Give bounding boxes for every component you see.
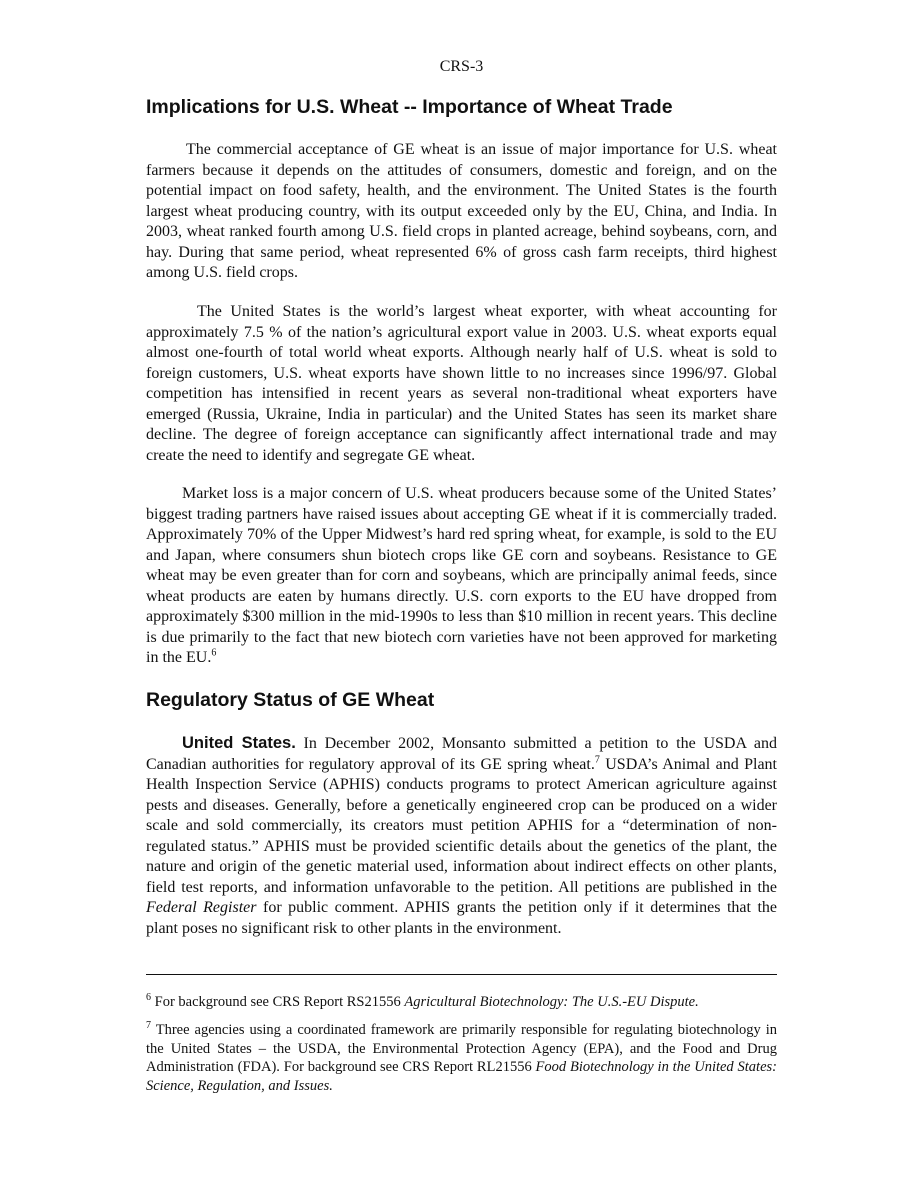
paragraph-4-text-b: USDA’s Animal and Plant Health Inspection Service (APHIS) conducts programs to protect American agriculture against pests and diseases. Generally, before a genetically engineered crop can be produced on a wider scale and sold commercially, its creators must petition APHIS for a “determination of non-regulated status.” APHIS must be provided scientific details about the genetics of the plant, the nature and origin of the genetic material used, information about indirect effects on other plants, field test reports, and information unfavorable to the petition. All petitions are published in the <box>146 755 777 896</box>
paragraph-4-text-a: In December 2002, Monsanto submitted a petition to the USDA and Canadian authorities for regulatory approval of its GE spring wheat. <box>146 735 777 773</box>
section-heading-wheat-trade: Implications for U.S. Wheat -- Importance of Wheat Trade <box>146 96 673 118</box>
paragraph-2-text: The United States is the world’s largest wheat exporter, with wheat accounting for approximately 7.5 % of the nation’s agricultural export value in 2003. U.S. wheat exports equal almost one-fourth of total world wheat exports. Although nearly half of U.S. wheat is sold to foreign customers, U.S. wheat exports have shown little to no increases since 1996/97. Global competition has intensified in recent years as several non-traditional wheat exporters have emerged (Russia, Ukraine, India in particular) and the United States has seen its market share decline. The degree of foreign acceptance can significantly affect international trade and may create the need to identify and segregate GE wheat. <box>146 303 777 464</box>
paragraph-1 <box>146 140 777 284</box>
paragraph-4 <box>146 733 777 939</box>
page-number: CRS-3 <box>439 58 484 75</box>
section-heading-regulatory-status: Regulatory Status of GE Wheat <box>146 689 435 711</box>
footnote-7-text: Three agencies using a coordinated framework are primarily responsible for regulating biotechnology in the United States – the USDA, the Environmental Protection Agency (EPA), and the Food and Drug Administration (FDA). For background see CRS Report RL21556 <box>146 1022 777 1075</box>
paragraph-3 <box>146 484 777 669</box>
paragraph-3-text: Market loss is a major concern of U.S. wheat producers because some of the United States’ biggest trading partners have raised issues about accepting GE wheat if it is commercially traded. Approximately 70% of the Upper Midwest’s hard red spring wheat, for example, is sold to the EU and Japan, where consumers shun biotech crops like GE corn and soybeans. Resistance to GE wheat may be even greater than for corn and soybeans, which are principally animal feeds, since wheat products are eaten by humans directly. U.S. corn exports to the EU have dropped from approximately $300 million in the mid-1990s to less than $10 million in recent years. This decline is due primarily to the fact that new biotech corn varieties have not been approved for marketing in the EU. <box>146 485 777 666</box>
paragraph-2 <box>146 302 777 466</box>
footnote-7 <box>146 1021 777 1095</box>
run-in-heading-united-states: United States. <box>182 734 296 752</box>
footnote-6 <box>146 993 777 1012</box>
paragraph-1-text: The commercial acceptance of GE wheat is an issue of major importance for U.S. wheat farmers because it depends on the attitudes of consumers, domestic and foreign, and on the potential impact on food safety, health, and the environment. The United States is the fourth largest wheat producing country, with its output exceeded only by the EU, China, and India. In 2003, wheat ranked fourth among U.S. field crops in planted acreage, behind soybeans, corn, and hay. During that same period, wheat represented 6% of gross cash farm receipts, third highest among U.S. field crops. <box>146 141 777 281</box>
footnote-separator <box>146 974 777 975</box>
footnote-6-title: Agricultural Biotechnology: The U.S.-EU Dispute. <box>404 994 699 1010</box>
footnote-6-text: For background see CRS Report RS21556 <box>151 994 405 1010</box>
footnote-6-number: 6 <box>146 992 151 1004</box>
federal-register-italic: Federal Register <box>146 899 257 916</box>
footnote-ref-7: 7 <box>594 754 600 766</box>
footnote-7-number: 7 <box>146 1020 151 1032</box>
footnote-7-title: Food Biotechnology in the United States: Science, Regulation, and Issues. <box>146 1059 777 1094</box>
footnote-ref-6: 6 <box>211 647 217 659</box>
paragraph-4-text-c: for public comment. APHIS grants the petition only if it determines that the plant poses no significant risk to other plants in the environment. <box>146 899 777 937</box>
